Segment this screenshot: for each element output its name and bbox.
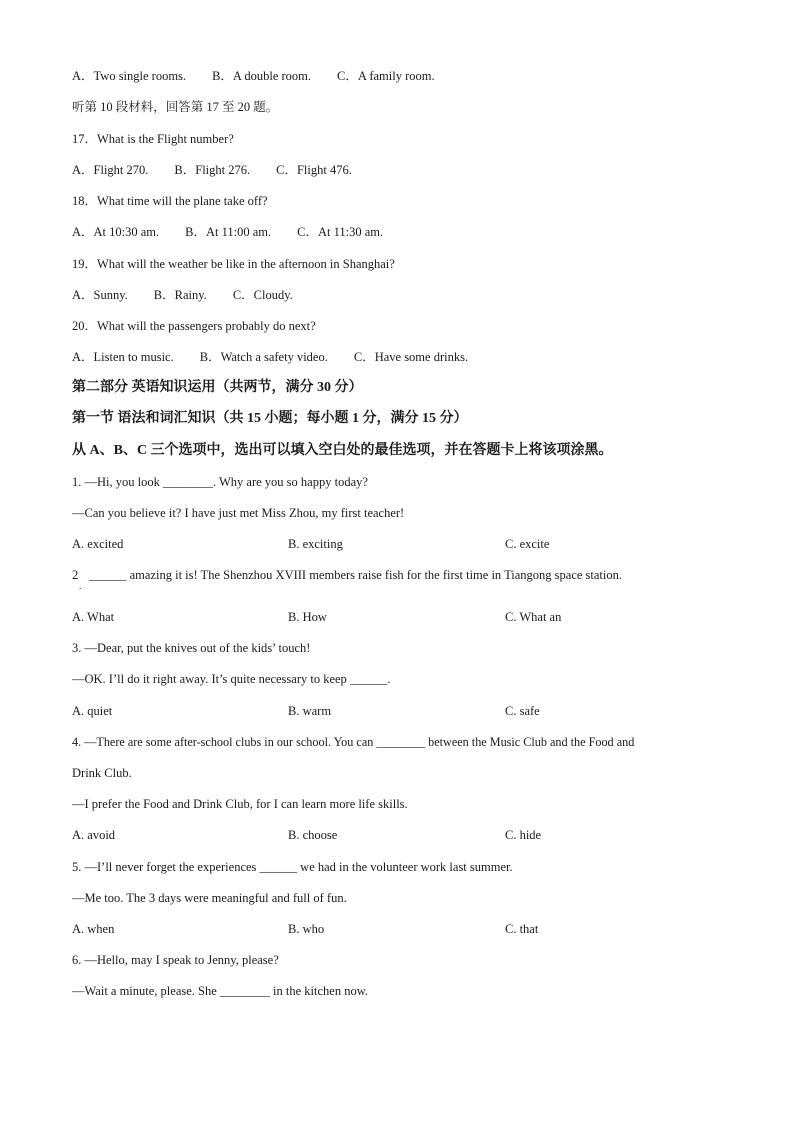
q18-options-row — [72, 224, 383, 240]
q20-option-c: C．Have some drinks. — [353, 350, 469, 364]
q18-stem: 18．What time will the plane take off? — [72, 194, 268, 208]
g1-option-b: B. exciting — [288, 537, 343, 551]
q20-option-a: A．Listen to music. — [72, 350, 174, 364]
g5-response: —Me too. The 3 days were meaningful and full of fun. — [72, 891, 347, 905]
q18-option-c: C．At 11:30 am. — [297, 225, 384, 239]
q20-options-row — [72, 349, 468, 365]
g5-option-b: B. who — [288, 922, 325, 936]
section1-title: 第一节 语法和词汇知识（共 15 小题；每小题 1 分，满分 15 分） — [72, 411, 468, 426]
part2-title: 第二部分 英语知识运用（共两节，满分 30 分） — [72, 380, 363, 395]
q19-option-b: B．Rainy. — [153, 288, 207, 302]
g4-option-c: C. hide — [505, 828, 542, 842]
q17-options-row — [72, 162, 352, 178]
q19-option-c: C．Cloudy. — [232, 288, 293, 302]
g4-question: 4. —There are some after-school clubs in our school. You can ________ between the Music Club and the Food and — [72, 735, 635, 749]
q19-options-row — [72, 287, 293, 303]
q18-option-b: B．At 11:00 am. — [185, 225, 272, 239]
q20-stem: 20．What will the passengers probably do next? — [72, 319, 316, 333]
g1-question: 1. —Hi, you look ________. Why are you so happy today? — [72, 475, 368, 489]
q17-option-c: C．Flight 476. — [276, 163, 352, 177]
q17-option-b: B．Flight 276. — [174, 163, 251, 177]
q18-option-a: A．At 10:30 am. — [72, 225, 160, 239]
g3-question: 3. —Dear, put the knives out of the kids’ touch! — [72, 641, 311, 655]
g2-question: ______ amazing it is! The Shenzhou XVIII members raise fish for the first time in Tiangong space station. — [89, 568, 623, 582]
g4-response: —I prefer the Food and Drink Club, for I can learn more life skills. — [72, 797, 408, 811]
section1-instruction: 从 A、B、C 三个选项中，选出可以填入空白处的最佳选项，并在答题卡上将该项涂黑。 — [72, 443, 613, 458]
g3-response: —OK. I’ll do it right away. It’s quite necessary to keep ______. — [72, 672, 391, 686]
g3-option-b: B. warm — [288, 704, 332, 718]
q16-options-row — [72, 68, 435, 84]
q16-option-b: B．A double room. — [212, 69, 312, 83]
g2-number-dot: . — [79, 581, 82, 591]
q20-option-b: B．Watch a safety video. — [199, 350, 328, 364]
g6-response: —Wait a minute, please. She ________ in the kitchen now. — [72, 984, 369, 998]
q16-option-c: C．A family room. — [337, 69, 435, 83]
q17-option-a: A．Flight 270. — [72, 163, 149, 177]
g5-option-c: C. that — [505, 922, 539, 936]
q19-option-a: A．Sunny. — [72, 288, 128, 302]
g3-option-a: A. quiet — [72, 704, 113, 718]
g4-option-b: B. choose — [288, 828, 338, 842]
g1-response: —Can you believe it? I have just met Miss Zhou, my first teacher! — [72, 506, 405, 520]
g2-option-a: A. What — [72, 610, 115, 624]
listening-instruction: 听第 10 段材料，回答第 17 至 20 题。 — [72, 100, 279, 114]
g4-option-a: A. avoid — [72, 828, 116, 842]
g6-question: 6. —Hello, may I speak to Jenny, please? — [72, 953, 279, 967]
g4-question-cont: Drink Club. — [72, 766, 132, 780]
g2-option-c: C. What an — [505, 610, 562, 624]
q19-stem: 19．What will the weather be like in the afternoon in Shanghai? — [72, 257, 395, 271]
g1-option-c: C. excite — [505, 537, 550, 551]
g2-number: 2 — [72, 568, 79, 582]
q17-stem: 17．What is the Flight number? — [72, 132, 234, 146]
g5-question: 5. —I’ll never forget the experiences ______ we had in the volunteer work last summer. — [72, 860, 513, 874]
g2-option-b: B. How — [288, 610, 327, 624]
g1-option-a: A. excited — [72, 537, 124, 551]
g5-option-a: A. when — [72, 922, 115, 936]
q16-option-a: A．Two single rooms. — [72, 69, 187, 83]
g3-option-c: C. safe — [505, 704, 540, 718]
